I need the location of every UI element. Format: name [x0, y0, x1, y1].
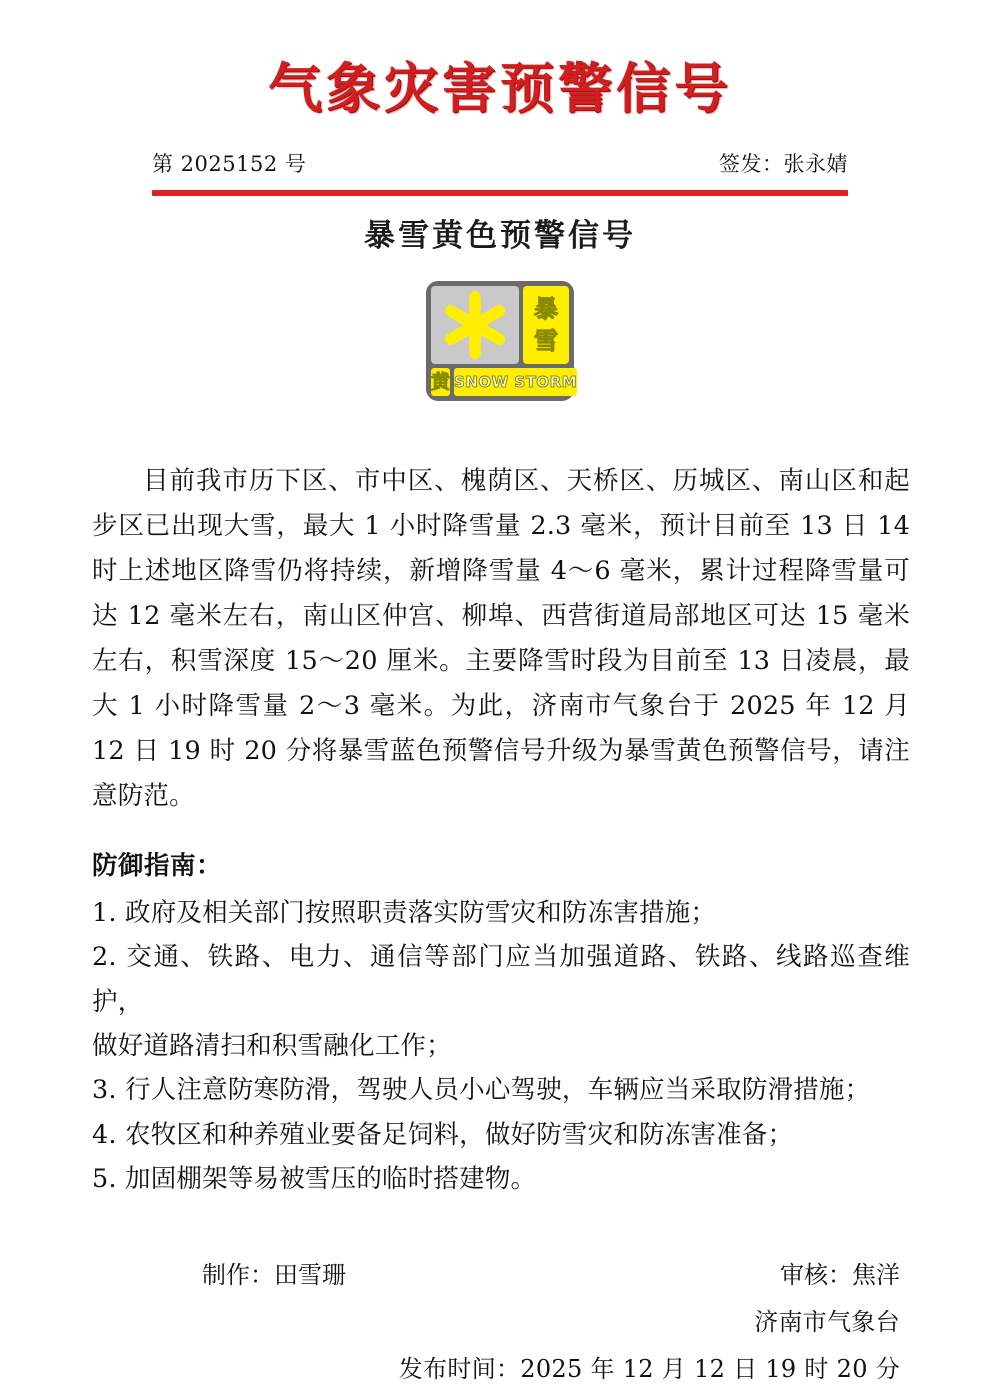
issuer-organization: 济南市气象台 [754, 1308, 900, 1337]
list-item: 4. 农牧区和种养殖业要备足饲料，做好防雪灾和防冻害准备； [92, 1119, 794, 1150]
hazard-name-panel [523, 286, 569, 364]
snowstorm-yellow-warning-icon [426, 281, 578, 401]
release-time: 发布时间：2025 年 12 月 12 日 19 时 20 分 [398, 1355, 900, 1384]
document-footer [92, 1255, 908, 1384]
producer-label: 制作：田雪珊 [202, 1261, 346, 1290]
warning-icon-container [0, 281, 1000, 401]
list-item: 做好道路清扫和积雪融化工作； [92, 1030, 452, 1061]
warning-english-panel [454, 368, 577, 396]
hazard-char-1: 暴 [534, 295, 558, 324]
warning-icon-bottom-row [431, 368, 578, 396]
warning-subtitle: 暴雪黄色预警信号 [364, 218, 636, 255]
document-body [92, 459, 910, 1201]
list-item: 5. 加固棚架等易被雪压的临时搭建物。 [92, 1164, 537, 1194]
signer-label: 签发：张永婧 [719, 152, 848, 177]
warning-level-label: 黄 [431, 370, 451, 393]
list-item: 2. 交通、铁路、电力、通信等部门应当加强道路、铁路、线路巡查维护， [92, 942, 910, 1017]
footer-credits-row [92, 1255, 908, 1290]
defense-guide-list [92, 891, 910, 1202]
warning-icon-top-row [431, 286, 569, 364]
snowflake-icon [431, 286, 519, 364]
warning-level-badge [431, 368, 450, 396]
hazard-char-2: 雪 [534, 327, 558, 356]
list-item: 1. 政府及相关部门按照职责落实防雪灾和防冻害措施； [92, 897, 717, 928]
warning-english-label: SNOW STORM [454, 372, 578, 391]
defense-guide-heading: 防御指南： [92, 850, 223, 881]
issue-row [152, 148, 848, 178]
main-paragraph: 目前我市历下区、市中区、槐荫区、天桥区、历城区、南山区和起步区已出现大雪，最大 1 小时降雪量 2.3 毫米，预计目前至 13 日 14 时上述地区降雪仍将持续，新增降雪量 4～6 毫米，累计过程降雪量可达 12 毫米左右，南山区仲宫、柳埠、西营街道局部地区可达 15 毫米左右，积雪深度 15～20 厘米。主要降雪时段为目前至 13 日凌晨，最大 1 小时降雪量 2～3 毫米。为此，济南市气象台于 2025 年 12 月 12 日 19 时 20 分将暴雪蓝色预警信号升级为暴雪黄色预警信号，请注意防范。 [92, 466, 910, 811]
page-title: 气象灾害预警信号 [268, 56, 732, 120]
issue-number: 第 2025152 号 [152, 152, 307, 177]
masthead [0, 0, 1000, 118]
list-item: 3. 行人注意防寒防滑，驾驶人员小心驾驶，车辆应当采取防滑措施； [92, 1075, 871, 1106]
red-divider [152, 190, 848, 196]
reviewer-label: 审核：焦洋 [780, 1261, 900, 1290]
